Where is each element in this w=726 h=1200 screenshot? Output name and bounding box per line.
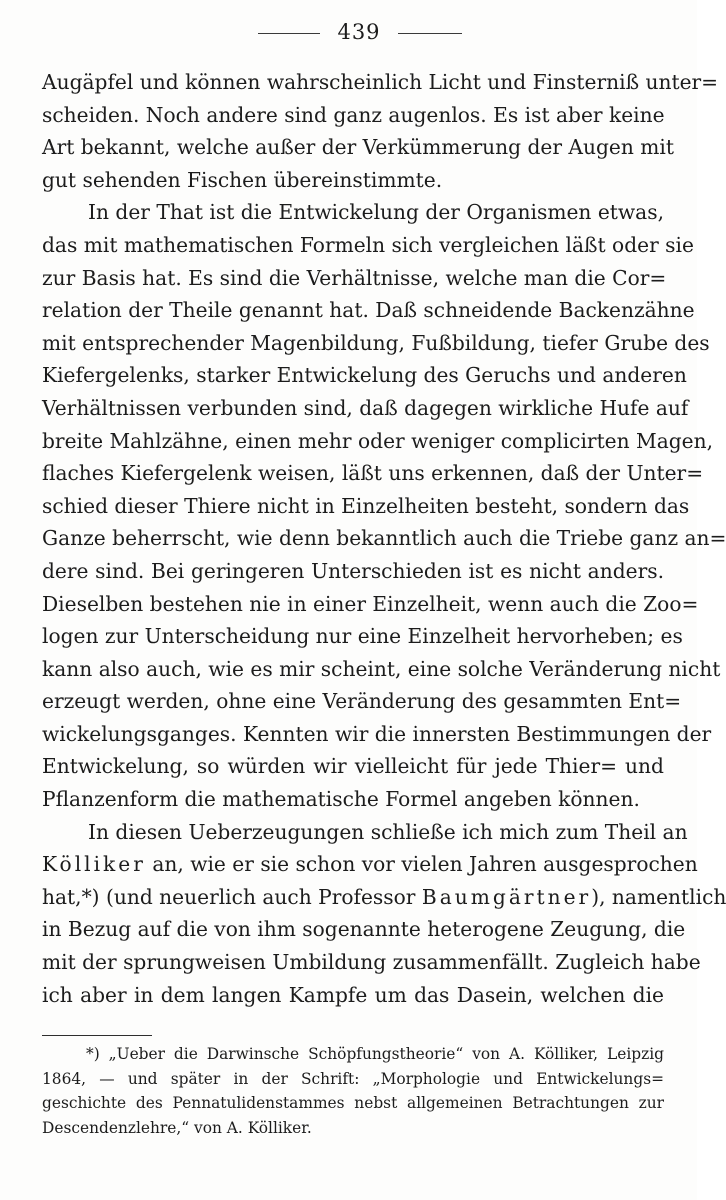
text-line: In der That ist die Entwickelung der Organismen etwas, — [88, 200, 664, 225]
text-line: Pflanzenform die mathematische Formel angeben können. — [42, 787, 640, 812]
text-line: schied dieser Thiere nicht in Einzelheiten besteht, sondern das — [42, 493, 690, 518]
text-line: breite Mahlzähne, einen mehr oder weniger complicirten Magen, — [42, 428, 714, 453]
header-rule-left — [258, 33, 320, 34]
text-line: kann also auch, wie es mir scheint, eine solche Veränderung nicht — [42, 656, 721, 681]
text-line: Entwickelung, so würden wir vielleicht für jede Thier= und — [42, 754, 664, 779]
text-line: Dieselben bestehen nie in einer Einzelheit, wenn auch die Zoo= — [42, 591, 699, 616]
text-line: mit entsprechender Magenbildung, Fußbildung, tiefer Grube des — [42, 330, 710, 355]
page-header — [0, 14, 697, 48]
text-line: erzeugt werden, ohne eine Veränderung des gesammten Ent= — [42, 689, 682, 714]
text-fragment: hat,*) (und neuerlich auch Professor — [42, 884, 416, 909]
text-line: gut sehenden Fischen übereinstimmte. — [42, 167, 443, 192]
text-line: Verhältnissen verbunden sind, daß dagegen wirkliche Hufe auf — [42, 395, 689, 420]
footnote — [42, 1042, 664, 1140]
text-line: Augäpfel und können wahrscheinlich Licht und Finsterniß unter= — [42, 70, 719, 94]
text-line: logen zur Unterscheidung nur eine Einzelheit hervorheben; es — [42, 624, 683, 649]
header-rule-right — [398, 33, 462, 34]
body-text — [42, 66, 726, 1011]
text-line: dere sind. Bei geringeren Unterschieden ist es nicht anders. — [42, 558, 664, 583]
text-line — [42, 848, 698, 881]
footnote-line: Descendenzlehre,“ von A. Kölliker. — [42, 1118, 312, 1137]
person-name-baumgaertner: Baumgärtner — [421, 884, 592, 909]
footnote-line: 1864, — und später in der Schrift: „Morphologie und Entwickelungs= — [42, 1069, 664, 1088]
person-name-koelliker: Kölliker — [42, 852, 146, 877]
text-fragment: ), namentlich — [591, 884, 726, 909]
text-line: relation der Theile genannt hat. Daß schneidende Backenzähne — [42, 298, 695, 323]
footnote-line: *) „Ueber die Darwinsche Schöpfungstheorie“ von A. Kölliker, Leipzig — [86, 1045, 664, 1063]
text-line: Ganze beherrscht, wie denn bekanntlich auch die Triebe ganz an= — [42, 526, 726, 551]
text-line: scheiden. Noch andere sind ganz augenlos. Es ist aber keine — [42, 102, 665, 127]
text-line: ich aber in dem langen Kampfe um das Dasein, welchen die — [42, 982, 664, 1007]
text-line: mit der sprungweisen Umbildung zusammenfällt. Zugleich habe — [42, 950, 701, 975]
page-number: 439 — [337, 20, 381, 44]
text-line: Art bekannt, welche außer der Verkümmerung der Augen mit — [42, 135, 674, 160]
text-line: das mit mathematischen Formeln sich vergleichen läßt oder sie — [42, 232, 694, 257]
text-line: Kiefergelenks, starker Entwickelung des Geruchs und anderen — [42, 363, 687, 388]
text-line: flaches Kiefergelenk weisen, läßt uns erkennen, daß der Unter= — [42, 461, 704, 486]
text-fragment: an, wie er sie schon vor vielen Jahren ausgesprochen — [152, 852, 698, 877]
text-line: wickelungsganges. Kennten wir die innersten Bestimmungen der — [42, 721, 712, 746]
footnote-line: geschichte des Pennatulidenstammes nebst allgemeinen Betrachtungen zur — [42, 1094, 664, 1112]
text-line: zur Basis hat. Es sind die Verhältnisse, welche man die Cor= — [42, 265, 667, 290]
footnote-divider — [42, 1035, 152, 1036]
text-line — [42, 881, 726, 914]
text-line: In diesen Ueberzeugungen schließe ich mich zum Theil an — [88, 819, 688, 844]
text-line: in Bezug auf die von ihm sogenannte heterogene Zeugung, die — [42, 917, 686, 942]
